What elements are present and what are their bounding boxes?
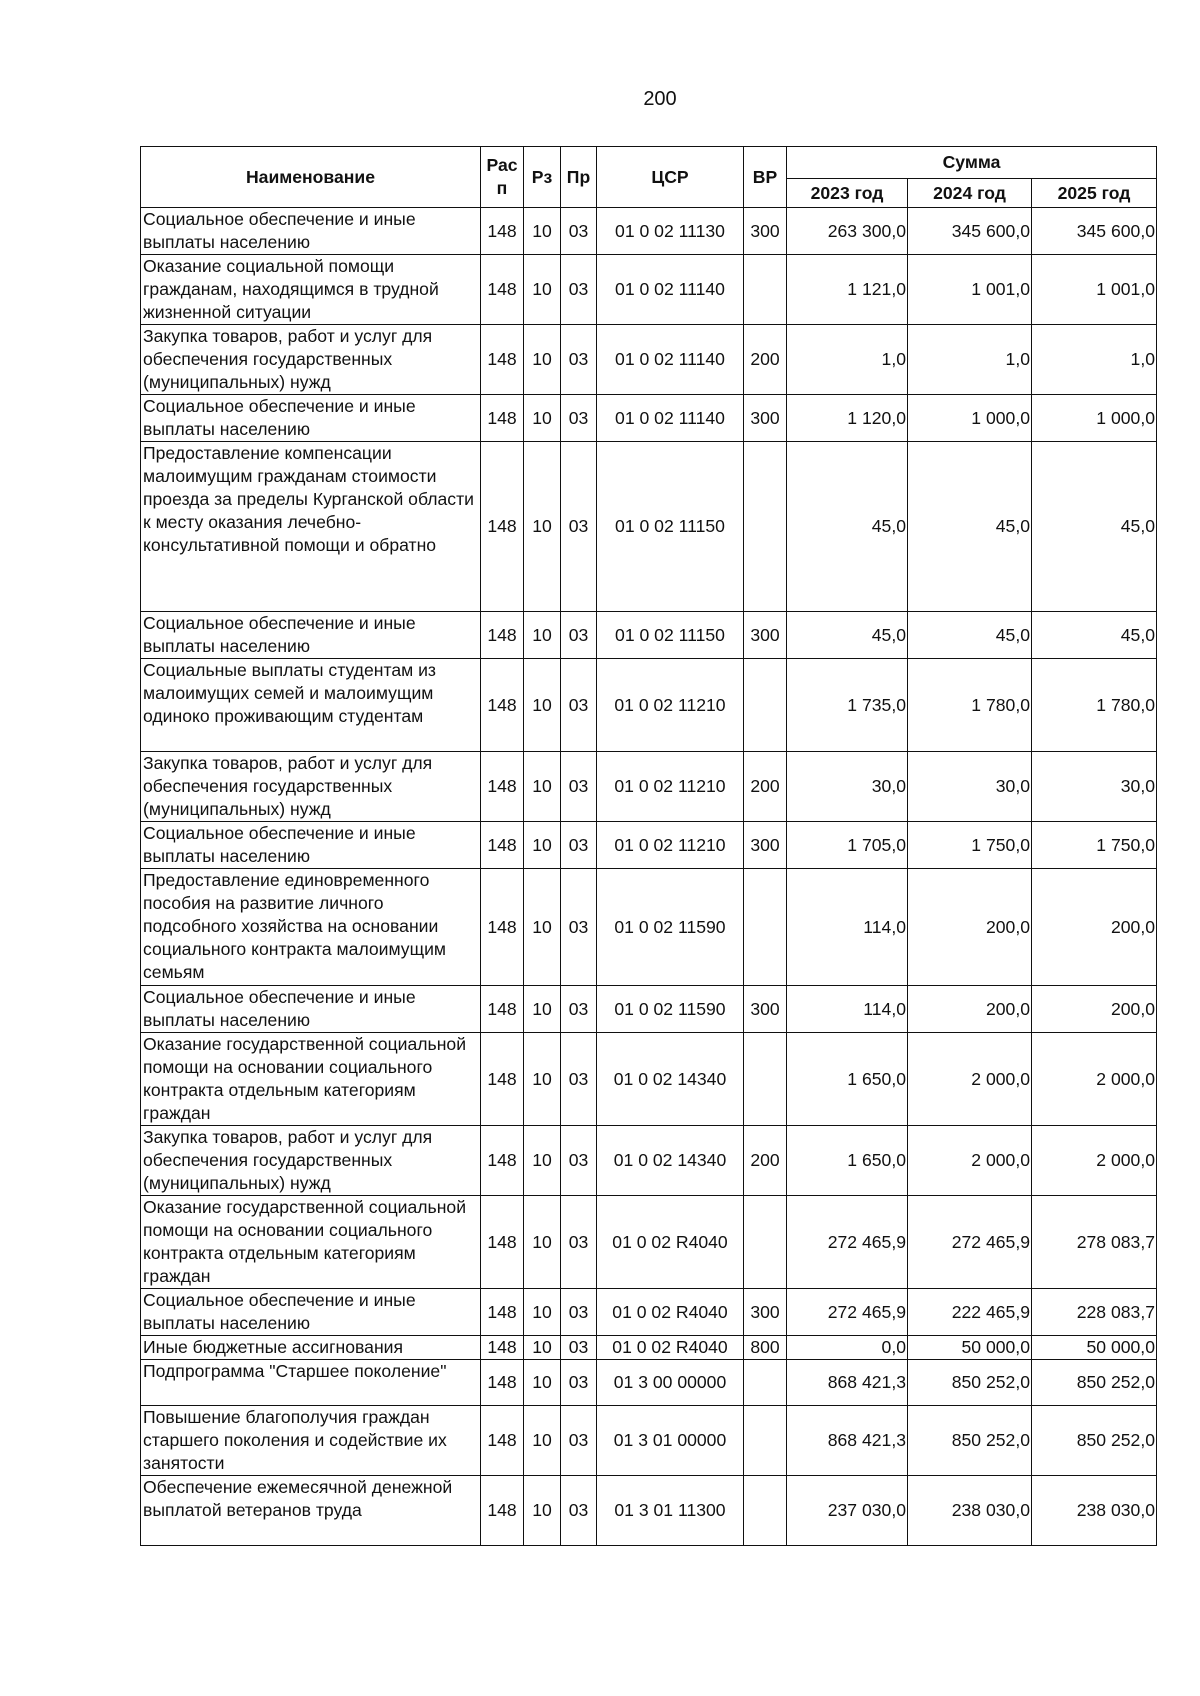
row-name: Повышение благополучия граждан старшего поколения и содействие их занятости xyxy=(141,1406,481,1476)
row-name: Социальные выплаты студентам из малоимущих семей и малоимущим одиноко проживающим студентам xyxy=(141,659,481,752)
row-sum-2025: 45,0 xyxy=(1032,442,1157,612)
row-rasp: 148 xyxy=(481,1289,524,1336)
row-name: Оказание государственной социальной помощи на основании социального контракта отдельным категориям граждан xyxy=(141,1196,481,1289)
row-sum-2025: 30,0 xyxy=(1032,752,1157,822)
row-vr: 300 xyxy=(744,612,787,659)
row-rasp: 148 xyxy=(481,869,524,986)
header-year-2023: 2023 год xyxy=(787,179,908,208)
table-row xyxy=(141,325,1157,395)
table-row xyxy=(141,395,1157,442)
row-name: Закупка товаров, работ и услуг для обеспечения государственных (муниципальных) нужд xyxy=(141,1126,481,1196)
row-sum-2025: 2 000,0 xyxy=(1032,1126,1157,1196)
row-name: Социальное обеспечение и иные выплаты населению xyxy=(141,612,481,659)
row-csr: 01 0 02 11140 xyxy=(597,395,744,442)
row-name: Социальное обеспечение и иные выплаты населению xyxy=(141,208,481,255)
row-rz: 10 xyxy=(524,1406,561,1476)
row-csr: 01 0 02 11210 xyxy=(597,659,744,752)
row-csr: 01 0 02 11130 xyxy=(597,208,744,255)
header-name: Наименование xyxy=(141,147,481,208)
row-sum-2024: 222 465,9 xyxy=(908,1289,1032,1336)
row-pr: 03 xyxy=(561,1033,597,1126)
row-sum-2025: 2 000,0 xyxy=(1032,1033,1157,1126)
row-sum-2025: 1 750,0 xyxy=(1032,822,1157,869)
row-name: Обеспечение ежемесячной денежной выплатой ветеранов труда xyxy=(141,1476,481,1546)
row-rasp: 148 xyxy=(481,255,524,325)
row-rasp: 148 xyxy=(481,208,524,255)
row-sum-2025: 1 001,0 xyxy=(1032,255,1157,325)
row-vr: 300 xyxy=(744,822,787,869)
table-row xyxy=(141,255,1157,325)
row-vr xyxy=(744,442,787,612)
row-sum-2023: 272 465,9 xyxy=(787,1289,908,1336)
header-year-2024: 2024 год xyxy=(908,179,1032,208)
header-year-2025: 2025 год xyxy=(1032,179,1157,208)
row-sum-2024: 50 000,0 xyxy=(908,1336,1032,1360)
row-sum-2023: 30,0 xyxy=(787,752,908,822)
row-sum-2024: 2 000,0 xyxy=(908,1126,1032,1196)
row-rz: 10 xyxy=(524,752,561,822)
row-sum-2024: 1 780,0 xyxy=(908,659,1032,752)
row-sum-2023: 1,0 xyxy=(787,325,908,395)
row-sum-2023: 1 650,0 xyxy=(787,1033,908,1126)
row-rasp: 148 xyxy=(481,1406,524,1476)
row-rasp: 148 xyxy=(481,752,524,822)
row-rz: 10 xyxy=(524,659,561,752)
row-rasp: 148 xyxy=(481,822,524,869)
row-pr: 03 xyxy=(561,442,597,612)
table-row xyxy=(141,1406,1157,1476)
row-sum-2023: 1 735,0 xyxy=(787,659,908,752)
row-rz: 10 xyxy=(524,1033,561,1126)
row-name: Подпрограмма "Старшее поколение" xyxy=(141,1360,481,1406)
row-sum-2024: 345 600,0 xyxy=(908,208,1032,255)
row-rasp: 148 xyxy=(481,1126,524,1196)
table-row xyxy=(141,822,1157,869)
row-rz: 10 xyxy=(524,1289,561,1336)
row-sum-2025: 278 083,7 xyxy=(1032,1196,1157,1289)
header-sum: Сумма xyxy=(787,147,1157,179)
row-rz: 10 xyxy=(524,442,561,612)
row-sum-2025: 345 600,0 xyxy=(1032,208,1157,255)
row-pr: 03 xyxy=(561,395,597,442)
header-rz: Рз xyxy=(524,147,561,208)
row-csr: 01 0 02 11590 xyxy=(597,986,744,1033)
row-sum-2023: 263 300,0 xyxy=(787,208,908,255)
row-sum-2025: 200,0 xyxy=(1032,869,1157,986)
row-sum-2025: 1 780,0 xyxy=(1032,659,1157,752)
row-csr: 01 0 02 R4040 xyxy=(597,1196,744,1289)
row-rasp: 148 xyxy=(481,1476,524,1546)
row-sum-2025: 850 252,0 xyxy=(1032,1360,1157,1406)
row-rasp: 148 xyxy=(481,986,524,1033)
row-sum-2023: 114,0 xyxy=(787,869,908,986)
budget-table xyxy=(140,146,1157,1546)
table-row xyxy=(141,752,1157,822)
row-vr: 300 xyxy=(744,986,787,1033)
row-vr: 200 xyxy=(744,752,787,822)
table-row xyxy=(141,986,1157,1033)
table-row xyxy=(141,1033,1157,1126)
row-pr: 03 xyxy=(561,822,597,869)
row-vr: 300 xyxy=(744,395,787,442)
row-csr: 01 0 02 R4040 xyxy=(597,1289,744,1336)
row-rasp: 148 xyxy=(481,1360,524,1406)
row-vr: 200 xyxy=(744,1126,787,1196)
table-row xyxy=(141,659,1157,752)
page-number: 200 xyxy=(643,88,677,110)
row-sum-2024: 200,0 xyxy=(908,869,1032,986)
row-pr: 03 xyxy=(561,1289,597,1336)
row-vr: 300 xyxy=(744,1289,787,1336)
row-csr: 01 3 01 00000 xyxy=(597,1406,744,1476)
row-name: Иные бюджетные ассигнования xyxy=(141,1336,481,1360)
row-sum-2023: 45,0 xyxy=(787,612,908,659)
row-rz: 10 xyxy=(524,986,561,1033)
row-name: Социальное обеспечение и иные выплаты населению xyxy=(141,1289,481,1336)
row-sum-2023: 868 421,3 xyxy=(787,1406,908,1476)
header-vr: ВР xyxy=(744,147,787,208)
row-vr xyxy=(744,869,787,986)
row-pr: 03 xyxy=(561,752,597,822)
table-row xyxy=(141,442,1157,612)
row-sum-2025: 228 083,7 xyxy=(1032,1289,1157,1336)
row-name: Закупка товаров, работ и услуг для обеспечения государственных (муниципальных) нужд xyxy=(141,752,481,822)
row-sum-2024: 45,0 xyxy=(908,612,1032,659)
row-name: Предоставление единовременного пособия на развитие личного подсобного хозяйства на основании социального контракта малоимущим семьям xyxy=(141,869,481,986)
row-rz: 10 xyxy=(524,1360,561,1406)
row-vr xyxy=(744,255,787,325)
row-sum-2023: 45,0 xyxy=(787,442,908,612)
row-csr: 01 3 01 11300 xyxy=(597,1476,744,1546)
row-sum-2025: 1 000,0 xyxy=(1032,395,1157,442)
row-vr: 800 xyxy=(744,1336,787,1360)
row-csr: 01 0 02 11590 xyxy=(597,869,744,986)
row-sum-2024: 1 000,0 xyxy=(908,395,1032,442)
row-sum-2023: 868 421,3 xyxy=(787,1360,908,1406)
table-row xyxy=(141,1289,1157,1336)
row-vr xyxy=(744,1033,787,1126)
row-rz: 10 xyxy=(524,1126,561,1196)
row-pr: 03 xyxy=(561,1360,597,1406)
row-sum-2025: 238 030,0 xyxy=(1032,1476,1157,1546)
row-sum-2024: 200,0 xyxy=(908,986,1032,1033)
row-vr: 200 xyxy=(744,325,787,395)
row-vr xyxy=(744,1196,787,1289)
row-vr xyxy=(744,1476,787,1546)
row-vr xyxy=(744,1406,787,1476)
row-rz: 10 xyxy=(524,1196,561,1289)
row-sum-2025: 1,0 xyxy=(1032,325,1157,395)
row-sum-2024: 238 030,0 xyxy=(908,1476,1032,1546)
table-row xyxy=(141,1476,1157,1546)
table-row xyxy=(141,1196,1157,1289)
row-sum-2024: 850 252,0 xyxy=(908,1360,1032,1406)
row-sum-2025: 50 000,0 xyxy=(1032,1336,1157,1360)
row-csr: 01 0 02 14340 xyxy=(597,1126,744,1196)
row-csr: 01 0 02 11140 xyxy=(597,255,744,325)
row-pr: 03 xyxy=(561,869,597,986)
row-sum-2024: 45,0 xyxy=(908,442,1032,612)
row-sum-2024: 850 252,0 xyxy=(908,1406,1032,1476)
row-name: Социальное обеспечение и иные выплаты населению xyxy=(141,822,481,869)
row-sum-2024: 30,0 xyxy=(908,752,1032,822)
row-sum-2024: 2 000,0 xyxy=(908,1033,1032,1126)
row-pr: 03 xyxy=(561,255,597,325)
row-csr: 01 0 02 11210 xyxy=(597,752,744,822)
row-name: Оказание социальной помощи гражданам, находящимся в трудной жизненной ситуации xyxy=(141,255,481,325)
row-pr: 03 xyxy=(561,325,597,395)
row-rz: 10 xyxy=(524,869,561,986)
row-sum-2023: 1 650,0 xyxy=(787,1126,908,1196)
row-pr: 03 xyxy=(561,1336,597,1360)
row-csr: 01 0 02 11150 xyxy=(597,442,744,612)
row-pr: 03 xyxy=(561,1196,597,1289)
table-row xyxy=(141,612,1157,659)
row-sum-2025: 200,0 xyxy=(1032,986,1157,1033)
row-csr: 01 0 02 R4040 xyxy=(597,1336,744,1360)
row-sum-2025: 850 252,0 xyxy=(1032,1406,1157,1476)
row-sum-2023: 0,0 xyxy=(787,1336,908,1360)
row-rz: 10 xyxy=(524,325,561,395)
row-rz: 10 xyxy=(524,1476,561,1546)
header-csr: ЦСР xyxy=(597,147,744,208)
row-rasp: 148 xyxy=(481,442,524,612)
row-vr xyxy=(744,659,787,752)
row-csr: 01 3 00 00000 xyxy=(597,1360,744,1406)
row-csr: 01 0 02 11140 xyxy=(597,325,744,395)
row-sum-2023: 1 121,0 xyxy=(787,255,908,325)
row-name: Предоставление компенсации малоимущим гражданам стоимости проезда за пределы Курганской области к месту оказания лечебно-консультативной помощи и обратно xyxy=(141,442,481,612)
table-row xyxy=(141,1360,1157,1406)
row-rz: 10 xyxy=(524,255,561,325)
row-rz: 10 xyxy=(524,395,561,442)
table-row xyxy=(141,208,1157,255)
row-sum-2023: 237 030,0 xyxy=(787,1476,908,1546)
row-rz: 10 xyxy=(524,208,561,255)
row-vr xyxy=(744,1360,787,1406)
table-body xyxy=(141,208,1157,1546)
row-csr: 01 0 02 11150 xyxy=(597,612,744,659)
row-csr: 01 0 02 11210 xyxy=(597,822,744,869)
row-pr: 03 xyxy=(561,612,597,659)
row-pr: 03 xyxy=(561,1476,597,1546)
row-rasp: 148 xyxy=(481,1336,524,1360)
row-rz: 10 xyxy=(524,612,561,659)
table-row xyxy=(141,1336,1157,1360)
row-sum-2024: 1 750,0 xyxy=(908,822,1032,869)
row-sum-2023: 114,0 xyxy=(787,986,908,1033)
row-sum-2024: 272 465,9 xyxy=(908,1196,1032,1289)
row-rasp: 148 xyxy=(481,612,524,659)
row-pr: 03 xyxy=(561,208,597,255)
row-rz: 10 xyxy=(524,822,561,869)
row-rasp: 148 xyxy=(481,1196,524,1289)
row-pr: 03 xyxy=(561,986,597,1033)
row-sum-2023: 1 705,0 xyxy=(787,822,908,869)
row-rasp: 148 xyxy=(481,395,524,442)
row-rasp: 148 xyxy=(481,325,524,395)
row-name: Закупка товаров, работ и услуг для обеспечения государственных (муниципальных) нужд xyxy=(141,325,481,395)
row-sum-2023: 1 120,0 xyxy=(787,395,908,442)
row-sum-2025: 45,0 xyxy=(1032,612,1157,659)
row-rasp: 148 xyxy=(481,1033,524,1126)
row-pr: 03 xyxy=(561,1406,597,1476)
row-name: Социальное обеспечение и иные выплаты населению xyxy=(141,986,481,1033)
row-pr: 03 xyxy=(561,659,597,752)
row-vr: 300 xyxy=(744,208,787,255)
row-name: Социальное обеспечение и иные выплаты населению xyxy=(141,395,481,442)
row-rasp: 148 xyxy=(481,659,524,752)
table-row xyxy=(141,869,1157,986)
row-sum-2024: 1,0 xyxy=(908,325,1032,395)
table-row xyxy=(141,1126,1157,1196)
row-csr: 01 0 02 14340 xyxy=(597,1033,744,1126)
header-rasp: Рас п xyxy=(481,147,524,208)
row-sum-2023: 272 465,9 xyxy=(787,1196,908,1289)
row-name: Оказание государственной социальной помощи на основании социального контракта отдельным категориям граждан xyxy=(141,1033,481,1126)
row-pr: 03 xyxy=(561,1126,597,1196)
row-rz: 10 xyxy=(524,1336,561,1360)
row-sum-2024: 1 001,0 xyxy=(908,255,1032,325)
header-pr: Пр xyxy=(561,147,597,208)
